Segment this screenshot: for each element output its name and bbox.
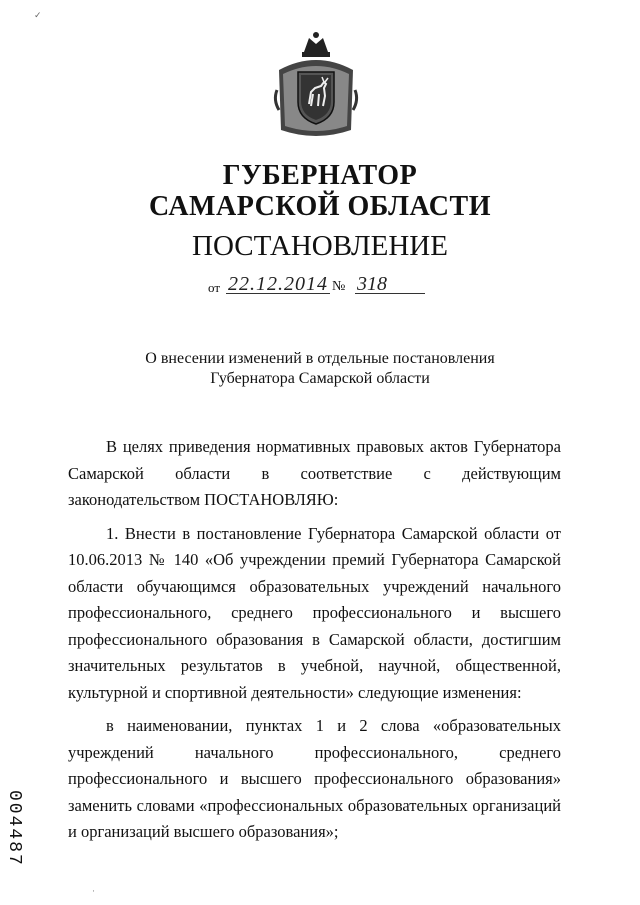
coat-of-arms-icon [271, 30, 361, 142]
body-paragraph: 1. Внести в постановление Губернатора Самарской области от 10.06.2013 № 140 «Об учреждении премий Губернатора Самарской области обучающимся образовательных учреждений начального профессионального, среднего профессионального и высшего профессионального образования в Самарской области, достигшим значительных результатов в учебной, научной, общественной, культурной и спортивной деятельности» следующие изменения: [68, 523, 561, 702]
subject-line-2: Губернатора Самарской области [210, 370, 430, 387]
body-paragraph: в наименовании, пунктах 1 и 2 слова «образовательных учреждений начального профессионального, среднего профессионального и высшего профессионального образования» заменить словами «профессиональных образовательных организаций и организаций высшего образования»; [68, 716, 561, 841]
handwritten-number: 318 [357, 273, 387, 295]
title-governor: ГУБЕРНАТОР [222, 160, 418, 191]
body-paragraph: В целях приведения нормативных правовых актов Губернатора Самарской области в соответствие с действующим законодательством ПОСТАНОВЛЯЮ: [68, 437, 561, 509]
document-type: ПОСТАНОВЛЕНИЕ [192, 230, 448, 262]
document-body [68, 434, 561, 853]
date-underline [226, 293, 330, 294]
date-from-label: от [208, 280, 221, 295]
subject-line-1: О внесении изменений в отдельные постановления [145, 350, 495, 367]
number-underline [355, 293, 425, 294]
dateline [208, 273, 438, 297]
margin-registration-number: 004487 [4, 790, 24, 867]
title-region: САМАРСКОЙ ОБЛАСТИ [149, 191, 491, 222]
number-label: № [332, 279, 346, 294]
handwritten-date: 22.12.2014 [228, 273, 328, 295]
corner-mark: ✓ [34, 10, 42, 20]
document-subject [0, 349, 640, 389]
scan-speck: · [92, 886, 95, 896]
